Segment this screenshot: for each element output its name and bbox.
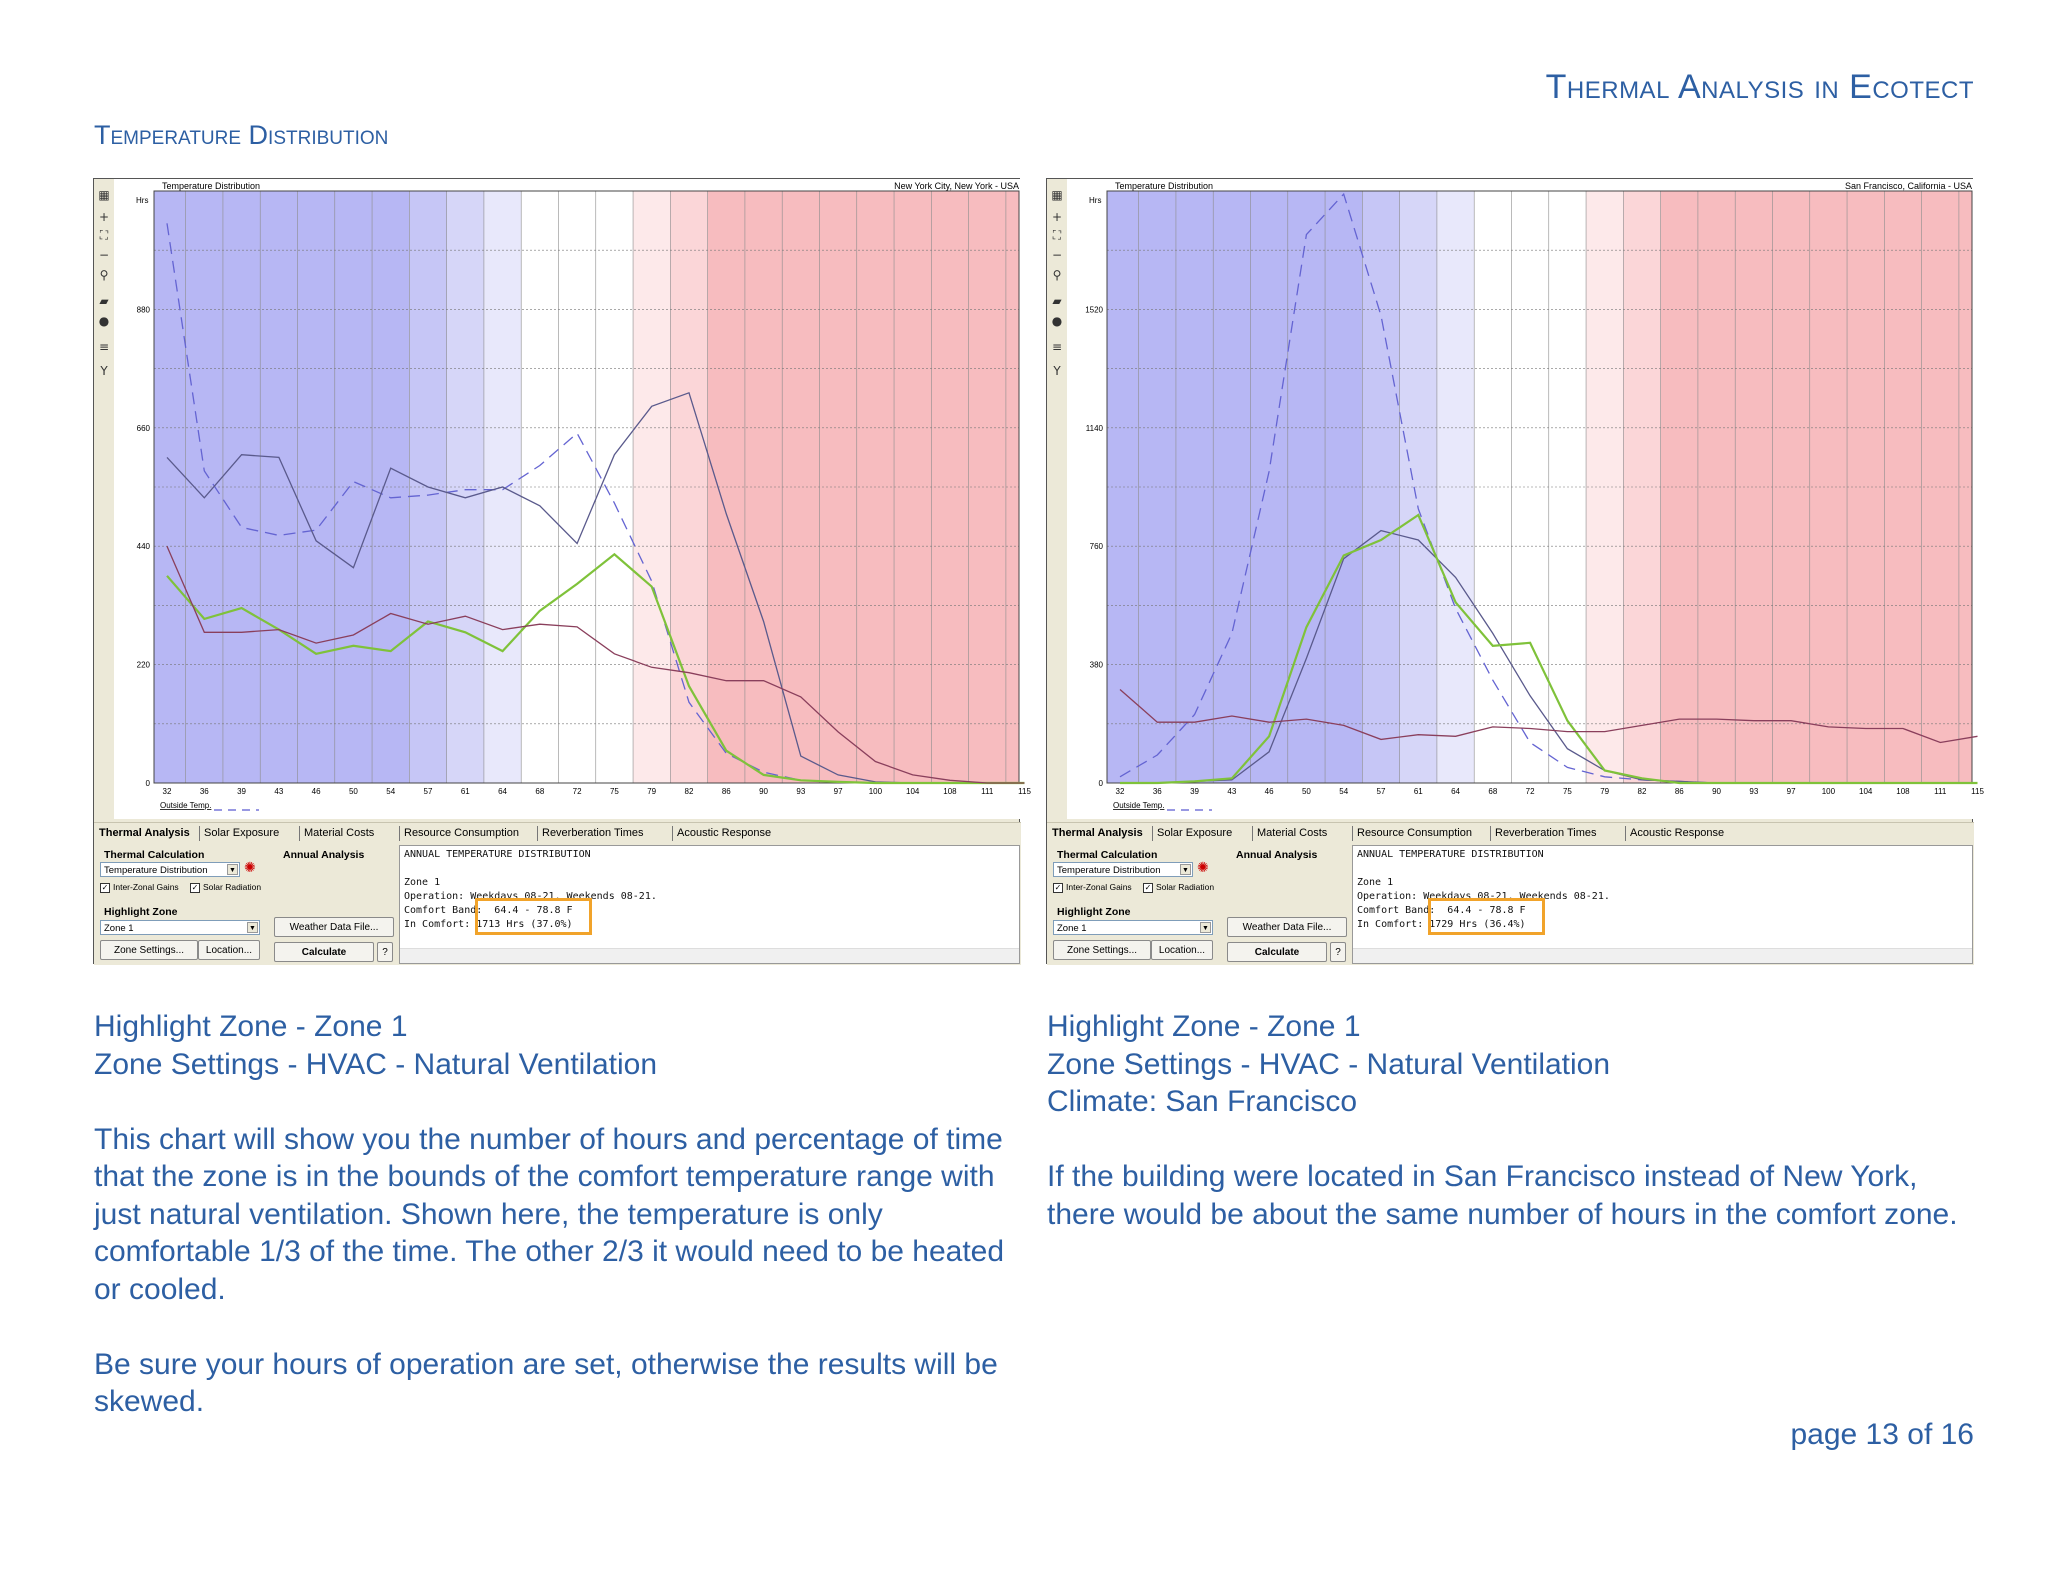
y-tick-label: 1140 (1085, 423, 1103, 433)
caption-line: Highlight Zone - Zone 1 (94, 1010, 408, 1043)
x-tick-label: 111 (981, 787, 994, 796)
console-line: Operation: Weekdays 08-21, Weekends 08-21. (1357, 891, 1610, 902)
caption-right (1047, 1008, 1977, 1233)
comfort-highlight-box (1428, 898, 1545, 935)
y-axis-label: Hrs (136, 196, 149, 205)
legend-icon[interactable]: ≡ (1051, 340, 1063, 354)
help-button[interactable]: ? (377, 942, 393, 962)
chevron-down-icon: ▼ (1180, 864, 1191, 875)
tab-resource-consumption[interactable]: Resource Consumption (1357, 827, 1472, 839)
console-line: Zone 1 (404, 877, 441, 888)
tab-separator (1352, 826, 1353, 841)
tab-material-costs[interactable]: Material Costs (1257, 827, 1328, 839)
calculate-settings-icon[interactable]: ✺ (1197, 860, 1209, 876)
caption-line: Zone Settings - HVAC - Natural Ventilation (1047, 1047, 1611, 1081)
tab-solar-exposure[interactable]: Solar Exposure (204, 827, 280, 839)
caption-line: Highlight Zone - Zone 1 (1047, 1010, 1361, 1043)
help-button[interactable]: ? (1330, 942, 1346, 962)
analysis-tabs (94, 822, 1021, 845)
x-tick-label: 43 (274, 787, 284, 796)
y-tick-label: 0 (1098, 779, 1103, 788)
magnify-icon[interactable]: ⚲ (99, 268, 109, 282)
x-tick-label: 108 (943, 787, 957, 796)
x-tick-label: 75 (1562, 787, 1572, 796)
x-tick-label: 104 (1859, 787, 1873, 796)
plus-icon[interactable]: + (98, 210, 110, 224)
solar-radiation-label: Solar Radiation (1156, 882, 1215, 892)
checkbox-checked-icon: ✓ (1054, 882, 1062, 892)
x-tick-label: 108 (1896, 787, 1910, 796)
magnify-icon[interactable]: ⚲ (1052, 268, 1062, 282)
highlight-zone-select[interactable] (100, 920, 260, 935)
y-tick-label: 1520 (1085, 305, 1103, 315)
solar-radiation-checkbox[interactable] (1143, 882, 1214, 893)
tab-acoustic-response[interactable]: Acoustic Response (677, 827, 772, 839)
material-icon[interactable]: ▰ (1052, 294, 1062, 308)
checkbox-checked-icon: ✓ (101, 882, 109, 892)
tab-reverberation-times[interactable]: Reverberation Times (542, 827, 644, 839)
page-number: page 13 of 16 (1790, 1418, 1974, 1451)
y-tick-label: 760 (1089, 542, 1103, 552)
x-tick-label: 36 (1152, 787, 1162, 796)
tab-thermal-analysis[interactable]: Thermal Analysis (99, 827, 190, 839)
material-icon[interactable]: ▰ (99, 294, 109, 308)
x-tick-label: 32 (1115, 787, 1125, 796)
paragraph-gap (1047, 1121, 1977, 1159)
x-tick-label: 100 (1821, 787, 1836, 796)
location-button[interactable]: Location... (198, 940, 260, 960)
tab-separator (1252, 826, 1253, 841)
x-tick-label: 111 (1934, 787, 1947, 796)
x-tick-label: 93 (1749, 787, 1759, 796)
console-line: Comfort Band: 64.4 - 78.8 F (404, 905, 573, 916)
solar-radiation-checkbox[interactable] (190, 882, 261, 893)
x-tick-label: 86 (1674, 787, 1684, 796)
annual-analysis-label: Annual Analysis (283, 849, 365, 861)
solar-radiation-label: Solar Radiation (203, 882, 262, 892)
location-button[interactable]: Location... (1151, 940, 1213, 960)
checkbox-checked-icon: ✓ (191, 882, 199, 892)
tab-separator (672, 826, 673, 841)
document-title: Thermal Analysis in Ecotect (1545, 68, 1974, 106)
inter-zonal-gains-label: Inter-Zonal Gains (1066, 882, 1132, 892)
x-tick-label: 46 (311, 787, 321, 796)
tab-reverberation-times[interactable]: Reverberation Times (1495, 827, 1597, 839)
x-tick-label: 61 (1413, 787, 1423, 796)
analysis-panel (94, 845, 1021, 965)
inter-zonal-gains-checkbox[interactable] (100, 882, 179, 893)
inter-zonal-gains-checkbox[interactable] (1053, 882, 1132, 893)
caption-line: Be sure your hours of operation are set, otherwise the results will be skewed. (94, 1347, 998, 1418)
console-line (1357, 862, 1968, 876)
x-tick-label: 68 (1488, 787, 1498, 796)
console-line: In Comfort: 1729 Hrs (36.4%) (1357, 919, 1526, 930)
minus-icon[interactable]: − (98, 248, 110, 262)
console-line: ANNUAL TEMPERATURE DISTRIBUTION (1357, 849, 1544, 860)
chart-title: Temperature Distribution (1115, 181, 1214, 191)
tab-resource-consumption[interactable]: Resource Consumption (404, 827, 519, 839)
ecotect-window-new-york (93, 178, 1031, 964)
console-line: In Comfort: 1713 Hrs (37.0%) (404, 919, 573, 930)
chart-location: New York City, New York - USA (894, 181, 1019, 191)
color-icon[interactable]: ● (98, 314, 110, 328)
x-tick-label: 57 (1376, 787, 1386, 796)
temperature-distribution-chart (114, 179, 1031, 819)
console-line: Operation: Weekdays 08-21, Weekends 08-21. (404, 891, 657, 902)
x-tick-label: 50 (348, 787, 358, 796)
x-tick-label: 54 (386, 787, 396, 796)
table-icon[interactable]: ▦ (1051, 188, 1063, 202)
calculate-button[interactable]: Calculate (1227, 942, 1327, 962)
x-tick-label: 90 (1712, 787, 1722, 796)
x-axis-label: Outside Temp. (160, 801, 212, 810)
color-icon[interactable]: ● (1051, 314, 1063, 328)
tab-separator (199, 826, 200, 841)
highlight-zone-value: Zone 1 (1057, 923, 1087, 934)
tab-separator (299, 826, 300, 841)
chart-location: San Francisco, California - USA (1844, 181, 1972, 191)
tab-separator (399, 826, 400, 841)
x-tick-label: 54 (1339, 787, 1349, 796)
axis-icon[interactable]: Y (1053, 364, 1061, 378)
console-line: ANNUAL TEMPERATURE DISTRIBUTION (404, 849, 591, 860)
x-tick-label: 50 (1301, 787, 1311, 796)
calculation-type-value: Temperature Distribution (104, 865, 208, 876)
y-tick-label: 880 (136, 305, 150, 315)
axis-icon[interactable]: Y (100, 364, 108, 378)
caption-line: This chart will show you the number of hours and percentage of time that the zone is in the bounds of the comfort temperature range with just natural ventilation. Shown here, the temperature is only comfortable 1/3 of the time. The other 2/3 it would need to be heated or cooled. (94, 1122, 1005, 1306)
x-tick-label: 64 (1451, 787, 1461, 796)
highlight-zone-value: Zone 1 (104, 923, 134, 934)
highlight-zone-select[interactable] (1053, 920, 1213, 935)
analysis-tabs (1047, 822, 1974, 845)
calculation-type-select[interactable] (1053, 862, 1193, 877)
x-tick-label: 72 (1525, 787, 1535, 796)
section-title: Temperature Distribution (94, 120, 389, 150)
horizontal-scrollbar[interactable] (400, 948, 1019, 963)
y-tick-label: 440 (136, 542, 150, 552)
x-tick-label: 36 (199, 787, 209, 796)
fit-icon[interactable]: ⛶ (99, 228, 109, 242)
x-tick-label: 97 (833, 787, 843, 796)
zone-settings-button[interactable]: Zone Settings... (1053, 940, 1151, 960)
minus-icon[interactable]: − (1051, 248, 1063, 262)
x-tick-label: 72 (572, 787, 582, 796)
thermal-calculation-label: Thermal Calculation (1057, 849, 1158, 861)
x-tick-label: 61 (460, 787, 470, 796)
x-tick-label: 46 (1264, 787, 1274, 796)
analysis-panel (1047, 845, 1974, 965)
caption-line: If the building were located in San Francisco instead of New York, there would be about the same number of hours in the comfort zone. (1047, 1160, 1958, 1231)
chart-toolstrip (1047, 179, 1068, 819)
tab-separator (1490, 826, 1491, 841)
x-tick-label: 97 (1786, 787, 1796, 796)
highlight-zone-label: Highlight Zone (104, 906, 178, 918)
x-tick-label: 79 (1600, 787, 1610, 796)
caption-left (94, 1008, 1014, 1421)
comfort-highlight-box (475, 898, 592, 935)
x-tick-label: 32 (162, 787, 172, 796)
y-tick-label: 220 (136, 660, 150, 670)
x-tick-label: 82 (684, 787, 694, 796)
calculate-settings-icon[interactable]: ✺ (244, 860, 256, 876)
paragraph-gap (94, 1308, 1014, 1346)
x-axis-label: Outside Temp. (1113, 801, 1165, 810)
tab-separator (1625, 826, 1626, 841)
tab-solar-exposure[interactable]: Solar Exposure (1157, 827, 1233, 839)
x-tick-label: 39 (237, 787, 247, 796)
x-tick-label: 93 (796, 787, 806, 796)
x-tick-label: 86 (721, 787, 731, 796)
tab-thermal-analysis[interactable]: Thermal Analysis (1052, 827, 1143, 839)
x-tick-label: 43 (1227, 787, 1237, 796)
x-tick-label: 79 (647, 787, 657, 796)
console-line: Zone 1 (1357, 877, 1394, 888)
x-tick-label: 100 (868, 787, 883, 796)
paragraph-gap (94, 1083, 1014, 1121)
tab-material-costs[interactable]: Material Costs (304, 827, 375, 839)
horizontal-scrollbar[interactable] (1353, 948, 1972, 963)
x-tick-label: 39 (1190, 787, 1200, 796)
caption-line: Climate: San Francisco (1047, 1085, 1358, 1118)
calculation-type-value: Temperature Distribution (1057, 865, 1161, 876)
weather-data-file-button[interactable]: Weather Data File... (274, 917, 394, 937)
console-line: Comfort Band: 64.4 - 78.8 F (1357, 905, 1526, 916)
y-axis-label: Hrs (1089, 196, 1102, 205)
highlight-zone-label: Highlight Zone (1057, 906, 1131, 918)
annual-analysis-label: Annual Analysis (1236, 849, 1318, 861)
tab-separator (537, 826, 538, 841)
tab-acoustic-response[interactable]: Acoustic Response (1630, 827, 1725, 839)
x-tick-label: 115 (1971, 787, 1984, 796)
chart-title: Temperature Distribution (162, 181, 261, 191)
calculate-button[interactable]: Calculate (274, 942, 374, 962)
thermal-calculation-label: Thermal Calculation (104, 849, 205, 861)
zone-settings-button[interactable]: Zone Settings... (100, 940, 198, 960)
inter-zonal-gains-label: Inter-Zonal Gains (113, 882, 179, 892)
weather-data-file-button[interactable]: Weather Data File... (1227, 917, 1347, 937)
chart-toolstrip (94, 179, 115, 819)
x-tick-label: 90 (759, 787, 769, 796)
calculation-type-select[interactable] (100, 862, 240, 877)
temperature-distribution-chart (1067, 179, 1984, 819)
legend-icon[interactable]: ≡ (98, 340, 110, 354)
x-tick-label: 75 (609, 787, 619, 796)
x-tick-label: 104 (906, 787, 920, 796)
x-tick-label: 68 (535, 787, 545, 796)
ecotect-window-san-francisco (1046, 178, 1984, 964)
tab-separator (1152, 826, 1153, 841)
chevron-down-icon: ▼ (1200, 922, 1211, 933)
table-icon[interactable]: ▦ (98, 188, 110, 202)
plus-icon[interactable]: + (1051, 210, 1063, 224)
x-tick-label: 82 (1637, 787, 1647, 796)
fit-icon[interactable]: ⛶ (1052, 228, 1062, 242)
checkbox-checked-icon: ✓ (1144, 882, 1152, 892)
chevron-down-icon: ▼ (247, 922, 258, 933)
y-tick-label: 0 (145, 779, 150, 788)
console-line (404, 862, 1015, 876)
x-tick-label: 115 (1018, 787, 1031, 796)
caption-line: Zone Settings - HVAC - Natural Ventilation (94, 1047, 658, 1081)
chevron-down-icon: ▼ (227, 864, 238, 875)
y-tick-label: 380 (1089, 660, 1103, 670)
x-tick-label: 64 (498, 787, 508, 796)
x-tick-label: 57 (423, 787, 433, 796)
y-tick-label: 660 (136, 423, 150, 433)
